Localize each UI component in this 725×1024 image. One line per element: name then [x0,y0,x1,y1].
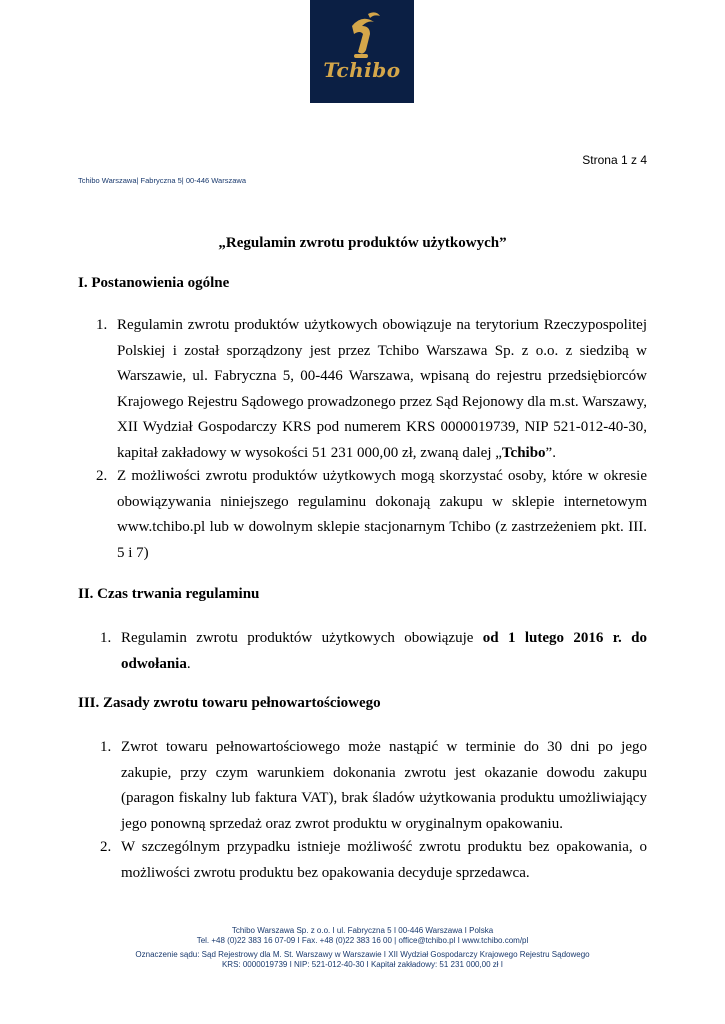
section-heading-2: II. Czas trwania regulaminu [78,586,260,602]
tchibo-cup-logo-icon [310,0,414,103]
footer-line-court: Oznaczenie sądu: Sąd Rejestrowy dla M. St. Warszawy w Warszawie I XII Wydział Gospodarczy Krajowego Rejestru Sądowego [135,950,590,959]
item-text: Regulamin zwrotu produktów użytkowych obowiązuje [121,630,483,646]
item-number: 1. [100,630,112,646]
list-item [96,313,647,466]
item-number: 2. [100,839,112,855]
logo-brand-text: Tchibo [323,58,401,82]
item-text-after: ”. [545,444,556,461]
document-title: „Regulamin zwrotu produktów użytkowych” [218,235,507,251]
item-number: 1. [96,317,108,333]
item-text: W szczególnym przypadku istnieje możliwość zwrotu produktu bez opakowania, o możliwości zwrotu produktu bez opakowania decyduje sprzedawca. [121,839,647,881]
page-number: Strona 1 z 4 [582,153,647,167]
item-number: 1. [100,739,112,755]
list-item [96,464,647,566]
footer-line-contact: Tel. +48 (0)22 383 16 07-09 I Fax. +48 (0)22 383 16 00 | office@tchibo.pl I www.tchibo.com/pl [196,936,529,945]
item-bold-text: od 1 lutego 2016 r. do odwołania [121,630,647,672]
item-number: 2. [96,468,108,484]
item-text: Zwrot towaru pełnowartościowego może nastąpić w terminie do 30 dni po jego zakupie, przy czym warunkiem dokonania zwrotu jest okazanie dowodu zakupu (paragon fiskalny lub faktura VAT), brak śladów użytkowania produktu umożliwiający jego ponowną sprzedaż oraz zwrot produktu w oryginalnym opakowaniu. [121,739,647,832]
list-item [100,626,647,677]
header-address: Tchibo Warszawa| Fabryczna 5| 00-446 Warszawa [78,176,246,185]
item-bold-text: Tchibo [501,444,546,461]
item-text-after: . [186,655,191,672]
footer-line-registry: KRS: 0000019739 I NIP: 521-012-40-30 I Kapitał zakładowy: 51 231 000,00 zł I [221,960,504,969]
tchibo-logo [310,0,414,103]
list-item [100,735,647,837]
footer [0,926,725,970]
footer-line-company: Tchibo Warszawa Sp. z o.o. I ul. Fabryczna 5 I 00-446 Warszawa I Polska [231,926,494,935]
list-item [100,835,647,886]
section-heading-3: III. Zasady zwrotu towaru pełnowartościowego [78,695,381,711]
item-text: Regulamin zwrotu produktów użytkowych obowiązuje na terytorium Rzeczypospolitej Polskiej i został sporządzony jest przez Tchibo Warszawa Sp. z o.o. z siedzibą w Warszawie, ul. Fabryczna 5, 00-446 Warszawa, wpisaną do rejestru przedsiębiorców Krajowego Rejestru Sądowego prowadzonego przez Sąd Rejonowy dla m.st. Warszawy, XII Wydział Gospodarczy KRS pod numerem KRS 0000019739, NIP 521-012-40-30, kapitał zakładowy w wysokości 51 231 000,00 zł, zwaną dalej „ [117,317,647,461]
section-heading-1: I. Postanowienia ogólne [78,275,230,291]
item-text: Z możliwości zwrotu produktów użytkowych mogą skorzystać osoby, które w okresie obowiązywania niniejszego regulaminu dokonają zakupu w sklepie internetowym www.tchibo.pl lub w dowolnym sklepie stacjonarnym Tchibo (z zastrzeżeniem pkt. III. 5 i 7) [117,468,647,561]
